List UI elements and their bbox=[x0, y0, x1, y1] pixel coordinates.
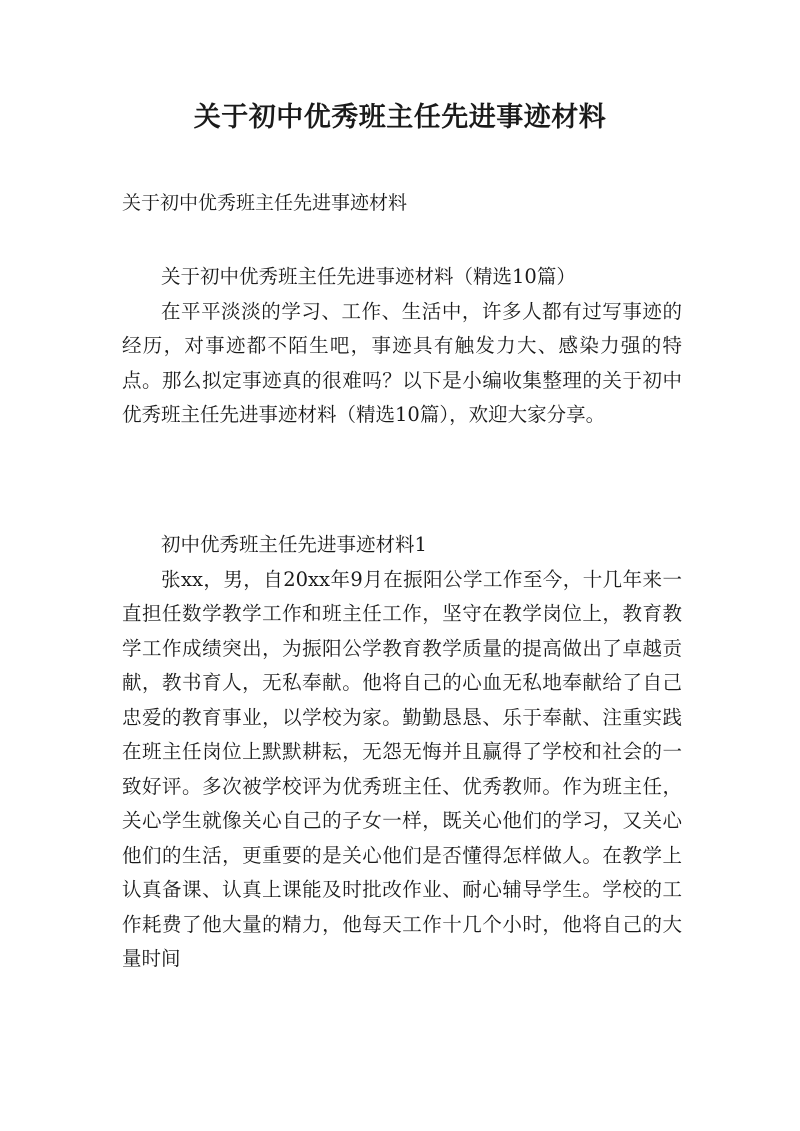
article-heading: 初中优秀班主任先进事迹材料1 bbox=[161, 533, 427, 556]
article-section bbox=[122, 528, 682, 977]
intro-paragraph: 在平平淡淡的学习、工作、生活中，许多人都有过写事迹的经历，对事迹都不陌生吧，事迹具有触发力大、感染力强的特点。那么拟定事迹真的很难吗？以下是小编收集整理的关于初中优秀班主任先进事迹材料（精选10篇），欢迎大家分享。 bbox=[122, 299, 682, 426]
document-title: 关于初中优秀班主任先进事迹材料 bbox=[193, 102, 607, 133]
article-paragraph: 张xx，男，自20xx年9月在振阳公学工作至今，十几年来一直担任数学教学工作和班主任工作，坚守在教学岗位上，教育教学工作成绩突出，为振阳公学教育教学质量的提高做出了卓越贡献，教书育人，无私奉献。他将自己的心血无私地奉献给了自己忠爱的教育事业，以学校为家。勤勤恳恳、乐于奉献、注重实践在班主任岗位上默默耕耘，无怨无悔并且赢得了学校和社会的一致好评。多次被学校评为优秀班主任、优秀教师。作为班主任，关心学生就像关心自己的子女一样，既关心他们的学习，又关心他们的生活，更重要的是关心他们是否懂得怎样做人。在教学上认真备课、认真上课能及时批改作业、耐心辅导学生。学校的工作耗费了他大量的精力，他每天工作十几个小时，他将自己的大量时间 bbox=[122, 567, 682, 970]
intro-section bbox=[122, 260, 682, 433]
intro-heading: 关于初中优秀班主任先进事迹材料（精选10篇） bbox=[161, 265, 576, 288]
document-subtitle: 关于初中优秀班主任先进事迹材料 bbox=[122, 192, 408, 214]
